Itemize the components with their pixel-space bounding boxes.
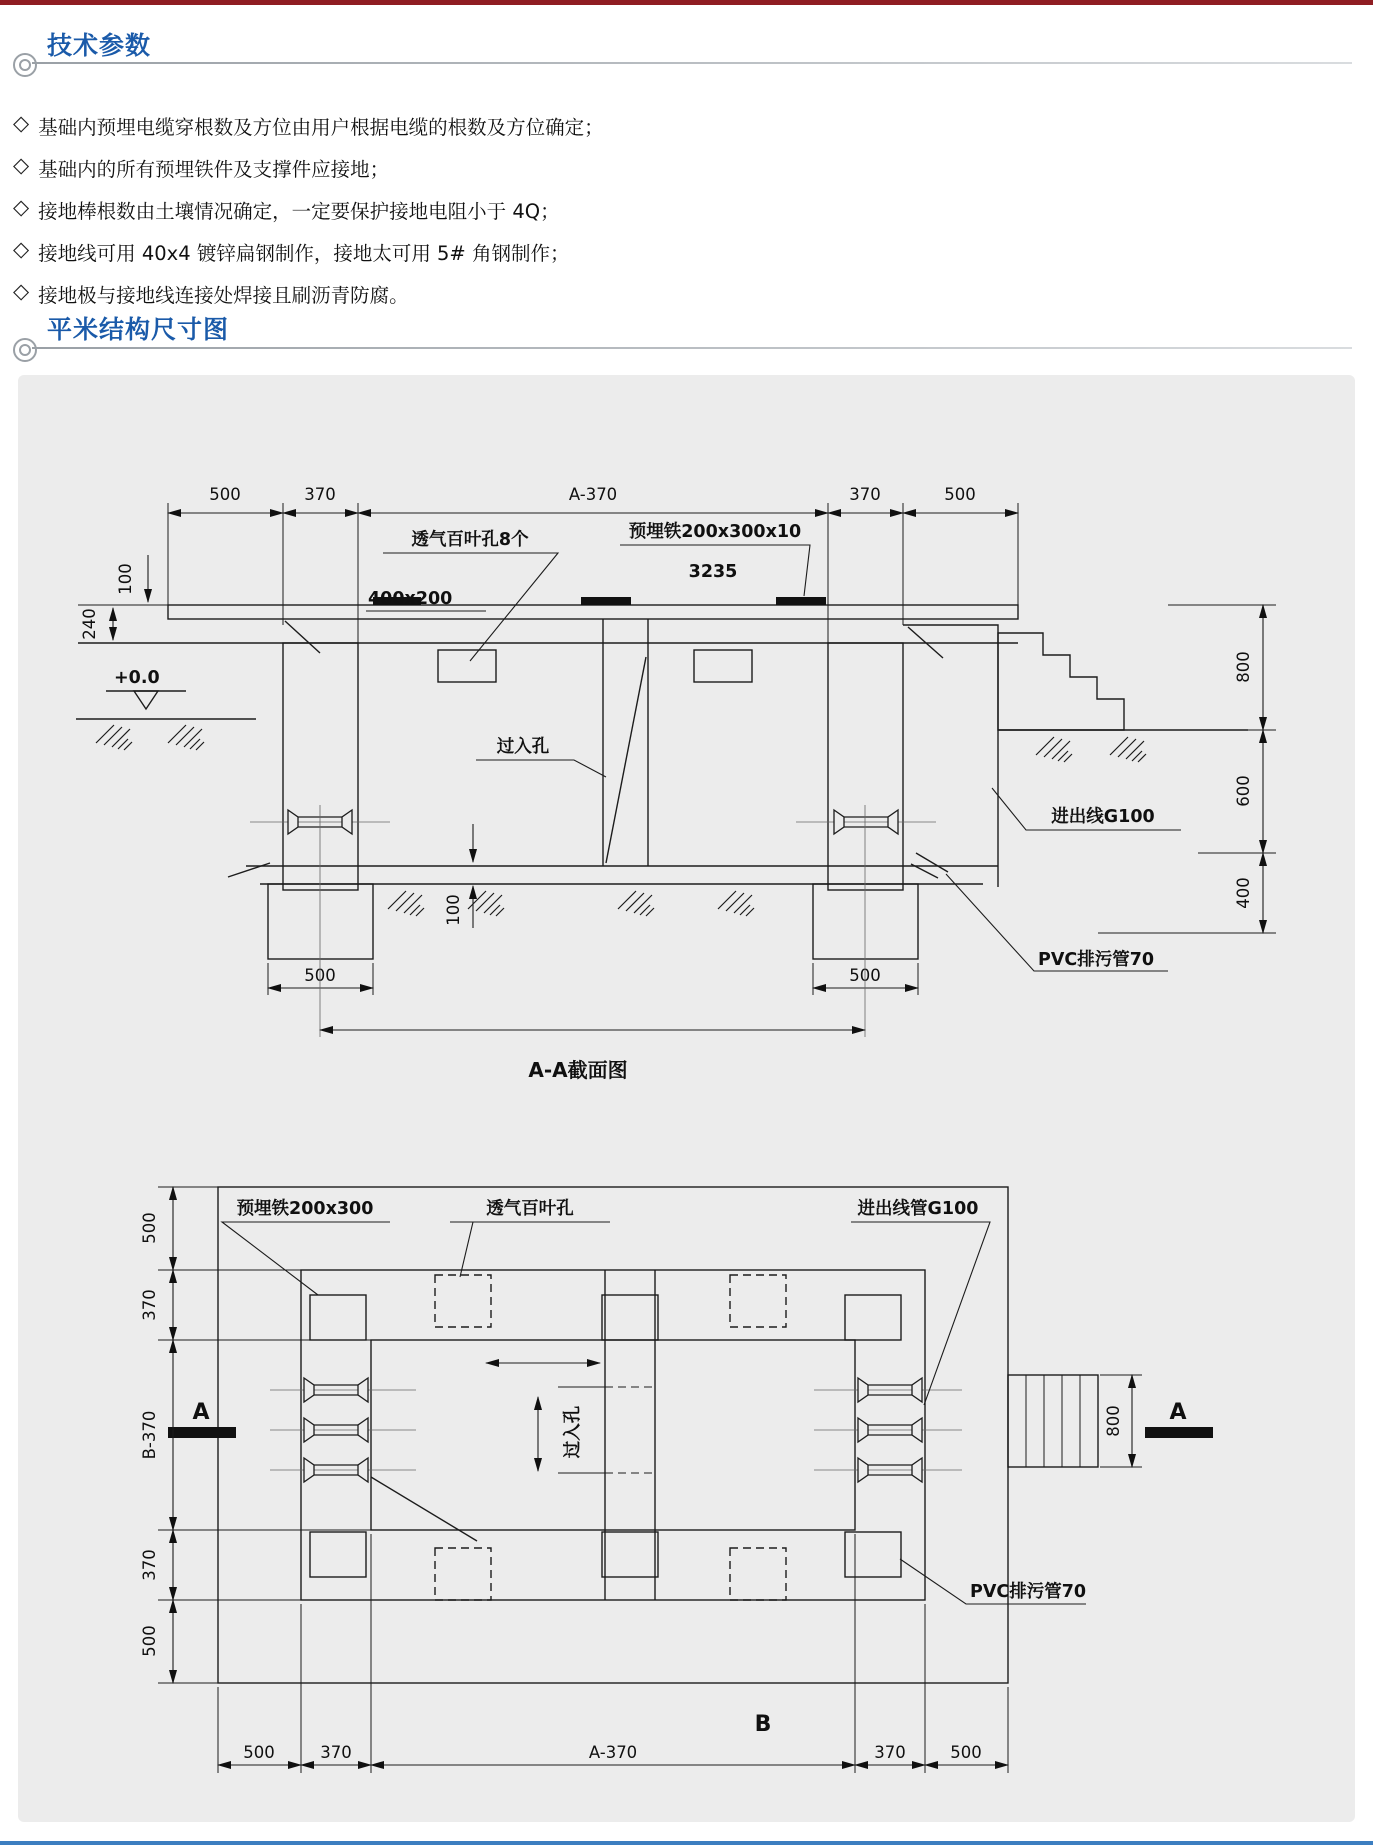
dim-label: 500 — [950, 1743, 982, 1762]
section-marker-a-right — [1145, 1400, 1213, 1438]
plan-annotation-conduit — [851, 1198, 990, 1405]
louver-vent — [694, 650, 752, 682]
soil-hatch-icon — [168, 725, 204, 750]
plan-manhole — [486, 1363, 600, 1471]
dim-label: 600 — [1234, 775, 1253, 807]
dim-label: 500 — [944, 485, 976, 504]
floor-thickness-dim — [444, 824, 473, 928]
right-exterior-wall — [903, 625, 998, 887]
diamond-bullet-icon: ◇ — [13, 153, 30, 177]
annotation-text: 预埋铁200x300x10 — [628, 522, 802, 542]
annotation-pvc — [946, 874, 1168, 971]
ground-level-left — [76, 668, 256, 750]
annotation-text: 过入孔 — [496, 737, 550, 757]
ring-icon — [13, 338, 37, 362]
annotation-text: 3235 — [688, 562, 738, 582]
bullet-text: 接地棒根数由土壤情况确定，一定要保护接地电阻小于 4Q； — [38, 200, 560, 223]
wall-cable-spools — [250, 810, 936, 834]
annotation-text: 透气百叶孔 — [486, 1199, 574, 1219]
bullet-text: 接地极与接地线连接处焊接且刷沥青防腐。 — [38, 284, 409, 307]
tech-bullet — [13, 154, 389, 182]
level-triangle-icon — [134, 691, 158, 709]
section-title-structure: 平米结构尺寸图 — [47, 315, 230, 344]
embedded-plate-hatch — [845, 1532, 901, 1577]
dim-label: A-370 — [568, 485, 618, 504]
embedded-plate-hatch — [310, 1295, 366, 1340]
dim-label: 800 — [1234, 651, 1253, 683]
embedded-plate — [581, 597, 631, 605]
plan-bottom-dimension-chain — [218, 1534, 1008, 1773]
plan-caption-b: B — [754, 1712, 772, 1737]
tech-bullet — [13, 196, 560, 224]
section-caption: A-A截面图 — [528, 1058, 628, 1082]
section-marker-a-left — [168, 1400, 236, 1438]
section-marker-label: A — [1169, 1400, 1187, 1425]
tech-bullet — [13, 112, 604, 140]
bullet-text: 基础内预埋电缆穿根数及方位由用户根据电缆的根数及方位确定； — [38, 116, 604, 139]
wall-ring-inner — [371, 1340, 855, 1530]
plan-cable-spools-right — [814, 1378, 962, 1482]
annotation-text: 进出线管G100 — [857, 1199, 979, 1219]
dim-label: 500 — [849, 966, 881, 985]
diamond-bullet-icon: ◇ — [13, 111, 30, 135]
annotation-inout — [992, 788, 1181, 830]
embedded-plate-hatch — [845, 1295, 901, 1340]
annotation-400x200 — [366, 589, 486, 611]
section-rule — [32, 62, 1352, 64]
dim-label: 370 — [140, 1289, 159, 1321]
section-marker-label: A — [192, 1400, 210, 1425]
structural-drawing-svg — [18, 375, 1355, 1822]
left-dimensions — [80, 555, 148, 640]
section-rule — [32, 347, 1352, 349]
ring-icon — [13, 53, 37, 77]
dim-label: A-370 — [588, 1743, 638, 1762]
plan-annotation-pvc — [900, 1559, 1086, 1604]
drawing-panel — [18, 375, 1355, 1822]
dim-label: 500 — [209, 485, 241, 504]
louver-opening-dashed — [435, 1548, 491, 1600]
dim-label: 370 — [874, 1743, 906, 1762]
soil-hatch-icon — [618, 891, 654, 916]
dim-label: 370 — [304, 485, 336, 504]
louver-opening-dashed — [730, 1275, 786, 1327]
wall-ring-outer — [301, 1270, 925, 1600]
dim-label: 100 — [116, 563, 135, 595]
left-footing — [268, 884, 373, 995]
diamond-bullet-icon: ◇ — [13, 195, 30, 219]
annotation-manhole — [476, 736, 606, 777]
embedded-plate — [776, 597, 826, 605]
soil-hatch-icon — [96, 725, 132, 750]
embedded-plate-hatch — [602, 1532, 658, 1577]
plan-annotation-plate — [222, 1198, 390, 1295]
annotation-text: PVC排污管70 — [1038, 950, 1155, 970]
plan-cable-spools-left — [270, 1378, 416, 1482]
dim-label: 500 — [140, 1212, 159, 1244]
diamond-bullet-icon: ◇ — [13, 279, 30, 303]
louver-vent — [438, 650, 496, 682]
section-title-tech: 技术参数 — [47, 31, 152, 60]
dim-label: 370 — [140, 1549, 159, 1581]
dim-label: 800 — [1104, 1405, 1123, 1437]
dim-label: 370 — [849, 485, 881, 504]
soil-hatch-icon — [718, 891, 754, 916]
annotation-text: 过入孔 — [563, 1405, 583, 1459]
bullet-text: 接地线可用 40x4 镀锌扁钢制作，接地太可用 5# 角钢制作； — [38, 242, 570, 265]
diamond-bullet-icon: ◇ — [13, 237, 30, 261]
dim-label: 500 — [140, 1625, 159, 1657]
bullet-text: 基础内的所有预埋铁件及支撑件应接地； — [38, 158, 390, 181]
stepped-brick-wall — [998, 633, 1124, 730]
dim-label: 500 — [243, 1743, 275, 1762]
central-partition — [603, 619, 648, 866]
dim-label: 500 — [304, 966, 336, 985]
annotation-text: 透气百叶孔8个 — [411, 530, 529, 550]
louver-opening-dashed — [435, 1275, 491, 1327]
dim-label: 370 — [320, 1743, 352, 1762]
annotation-text: 400x200 — [368, 589, 453, 609]
ground-level-right — [998, 730, 1248, 762]
dim-label: 240 — [80, 608, 99, 640]
drain-pipe-line — [371, 1477, 477, 1541]
level-label: +0.0 — [114, 668, 160, 688]
right-brick-wall — [828, 643, 903, 890]
louver-opening-dashed — [730, 1548, 786, 1600]
dim-label: B-370 — [140, 1410, 159, 1460]
soil-hatch-icon — [388, 891, 424, 916]
soil-hatch-icon — [1036, 737, 1072, 762]
section-drawing — [76, 485, 1276, 1082]
dim-label: 100 — [444, 894, 463, 926]
tech-bullet — [13, 238, 569, 266]
left-brick-wall — [283, 643, 358, 890]
top-border — [0, 0, 1373, 5]
dim-label: 400 — [1234, 877, 1253, 909]
embedded-plate-hatch — [310, 1532, 366, 1577]
annotation-text: 预埋铁200x300 — [236, 1199, 374, 1219]
right-dimension-chain — [1098, 605, 1276, 933]
plan-annotation-vent — [450, 1198, 610, 1277]
plan-drawing — [140, 1187, 1213, 1773]
embedded-plate-hatch — [602, 1295, 658, 1340]
soil-hatch-icon — [1110, 737, 1146, 762]
bottom-border — [0, 1841, 1373, 1845]
cable-trench-right — [1008, 1375, 1142, 1467]
tech-bullet — [13, 280, 409, 308]
right-footing — [813, 884, 918, 995]
annotation-text: PVC排污管70 — [970, 1582, 1087, 1602]
roof-slab — [78, 597, 1018, 658]
annotation-text: 进出线G100 — [1051, 807, 1155, 827]
annotation-embedded-plate — [620, 521, 810, 596]
